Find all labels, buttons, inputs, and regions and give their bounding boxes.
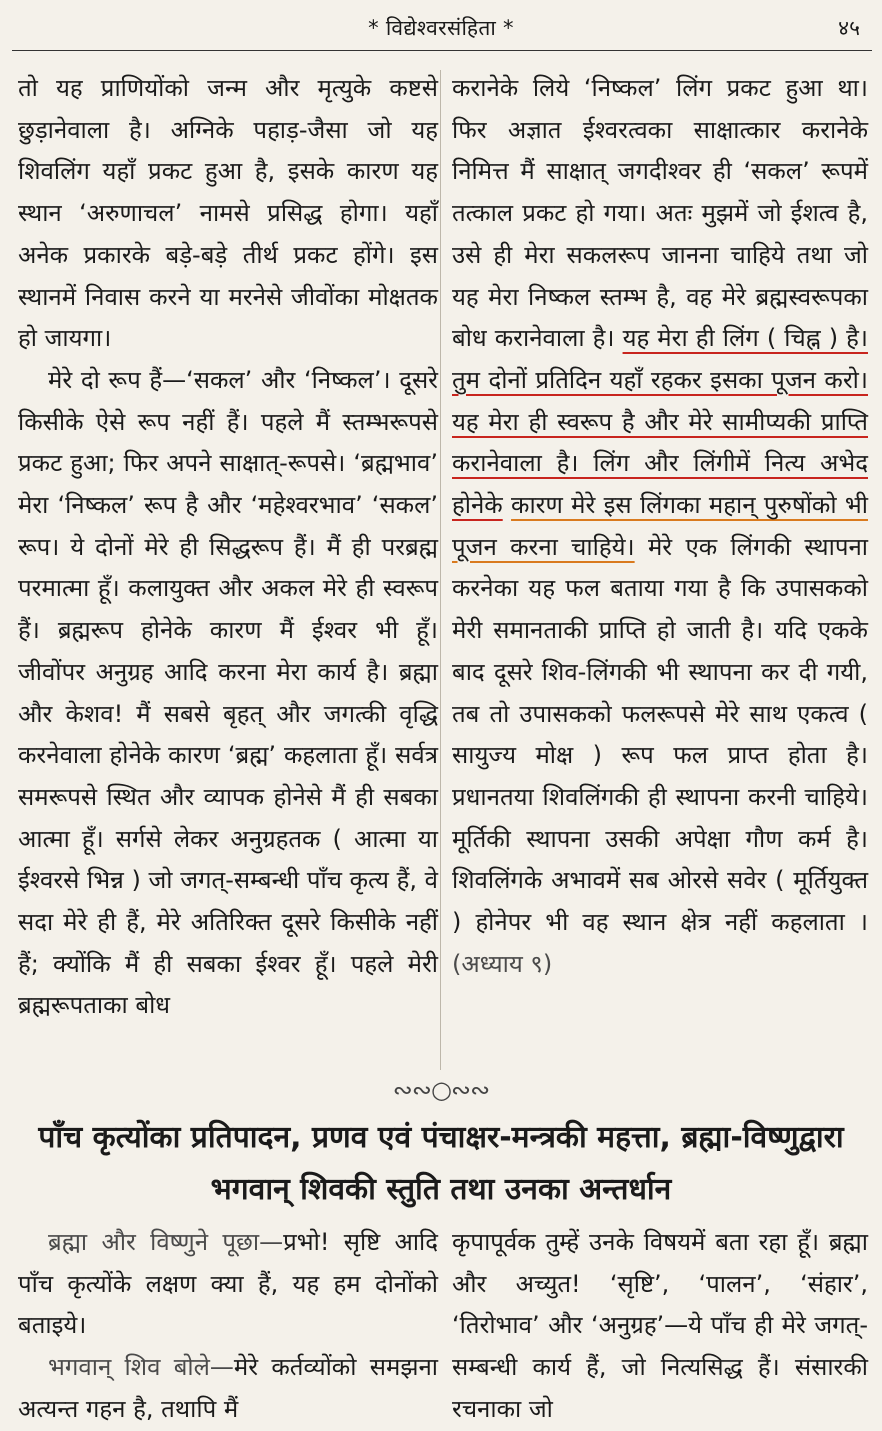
right-text-before: करानेके लिये ‘निष्कल’ लिंग प्रकट हुआ था। फिर अज्ञात ईश्वरत्वका साक्षात्कार करानेके निमित्त मैं साक्षात् जगदीश्वर ही ‘सकल’ रूपमें तत्काल प्रकट हो गया। अतः मुझमें जो ईशत्व है, उसे ही मेरा सकलरूप जानना चाहिये तथा जो यह मेरा निष्कल स्तम्भ है, वह मेरे ब्रह्मस्वरूपका बोध करानेवाला है।	[452, 74, 868, 353]
speaker-shiva: भगवान् शिव बोले—	[48, 1353, 234, 1382]
right-paragraph	[452, 68, 868, 985]
page-header	[0, 14, 882, 54]
red-underlined-passage: यह मेरा ही लिंग ( चिह्न ) है। तुम दोनों प्रतिदिन यहाँ रहकर इसका पूजन करो। यह मेरा ही स्वरूप है और मेरे सामीप्यकी प्राप्ति करानेवाला है। लिंग और लिंगीमें नित्य अभेद होनेके	[452, 324, 868, 520]
lower-left-paragraph-2	[18, 1347, 438, 1430]
lower-right-paragraph: कृपापूर्वक तुम्हें उनके विषयमें बता रहा हूँ। ब्रह्मा और अच्युत! ‘सृष्टि’, ‘पालन’, ‘संहार’, ‘तिरोभाव’ और ‘अनुग्रह’—ये पाँच ही मेरे जगत्-सम्बन्धी कार्य हैं, जो नित्यसिद्ध हैं। संसारकी रचनाका जो	[452, 1228, 868, 1423]
answer-text: मेरे कर्तव्योंको समझना अत्यन्त गहन है, तथापि मैं	[18, 1353, 438, 1423]
section-heading: पाँच कृत्योंका प्रतिपादन, प्रणव एवं पंचाक्षर-मन्त्रकी महत्ता, ब्रह्मा-विष्णुद्वारा भगवान् शिवकी स्तुति तथा उनका अन्तर्धान	[38, 1120, 844, 1207]
lower-right-column	[452, 1222, 868, 1431]
lower-left-paragraph-1	[18, 1222, 438, 1347]
speaker-brahma-vishnu: ब्रह्मा और विष्णुने पूछा—	[48, 1228, 284, 1256]
orange-underlined-passage: कारण मेरे इस लिंगका महान् पुरुषोंको भी पूजन करना चाहिये।	[452, 491, 868, 561]
chapter-reference: (अध्याय ९)	[452, 949, 553, 978]
question-text: प्रभो! सृष्टि आदि पाँच कृत्योंके लक्षण क्या हैं, यह हम दोनोंको बताइये।	[18, 1228, 439, 1340]
right-column	[452, 68, 868, 985]
running-title: * विद्येश्वरसंहिता *	[368, 16, 514, 40]
left-paragraph-1: तो यह प्राणियोंको जन्म और मृत्युके कष्टसे छुड़ानेवाला है। अग्निके पहाड़-जैसा जो यह शिवलिंग यहाँ प्रकट हुआ है, इसके कारण यह स्थान ‘अरुणाचल’ नामसे प्रसिद्ध होगा। यहाँ अनेक प्रकारके बड़े-बड़े तीर्थ प्रकट होंगे। इस स्थानमें निवास करने या मरनेसे जीवोंका मोक्षतक हो जायगा।	[18, 74, 438, 353]
left-column	[18, 68, 438, 1027]
page-number: ४५	[838, 16, 860, 40]
header-rule	[12, 50, 872, 51]
left-paragraph-2: मेरे दो रूप हैं—‘सकल’ और ‘निष्कल’। दूसरे किसीके ऐसे रूप नहीं हैं। पहले मैं स्तम्भरूपसे प्रकट हुआ; फिर अपने साक्षात्-रूपसे। ‘ब्रह्मभाव’ मेरा ‘निष्कल’ रूप है और ‘महेश्वरभाव’ ‘सकल’ रूप। ये दोनों मेरे ही सिद्धरूप हैं। मैं ही परब्रह्म परमात्मा हूँ। कलायुक्त और अकल मेरे ही स्वरूप हैं। ब्रह्मरूप होनेके कारण मैं ईश्वर भी हूँ। जीवोंपर अनुग्रह आदि करना मेरा कार्य है। ब्रह्मा और केशव! मैं सबसे बृहत् और जगत्की वृद्धि करनेवाला होनेके कारण ‘ब्रह्म’ कहलाता हूँ। सर्वत्र समरूपसे स्थित और व्यापक होनेसे मैं ही सबका आत्मा हूँ। सर्गसे लेकर अनुग्रहतक ( आत्मा या ईश्वरसे भिन्न ) जो जगत्-सम्बन्धी पाँच कृत्य हैं, वे सदा मेरे ही हैं, मेरे अतिरिक्त दूसरे किसीके नहीं हैं; क्योंकि मैं ही सबका ईश्वर हूँ। पहले मेरी ब्रह्मरूपताका बोध	[18, 365, 438, 1020]
lower-left-column	[18, 1222, 438, 1431]
right-text-after: मेरे एक लिंगकी स्थापना करनेका यह फल बताया गया है कि उपासकको मेरी समानताकी प्राप्ति हो जाती है। यदि एकके बाद दूसरे शिव-लिंगकी भी स्थापना कर दी गयी, तब तो उपासकको फलरूपसे मेरे साथ एकत्व ( सायुज्य मोक्ष ) रूप फल प्राप्त होता है। प्रधानतया शिवलिंगकी ही स्थापना करनी चाहिये। मूर्तिकी स्थापना उसकी अपेक्षा गौण कर्म है। शिवलिंगके अभावमें सब ओरसे सवेर ( मूर्तियुक्त ) होनेपर भी वह स्थान क्षेत्र नहीं कहलाता ।	[452, 532, 869, 937]
section-ornament: ∾∾○∾∾	[392, 1076, 490, 1104]
column-divider	[440, 70, 441, 1070]
